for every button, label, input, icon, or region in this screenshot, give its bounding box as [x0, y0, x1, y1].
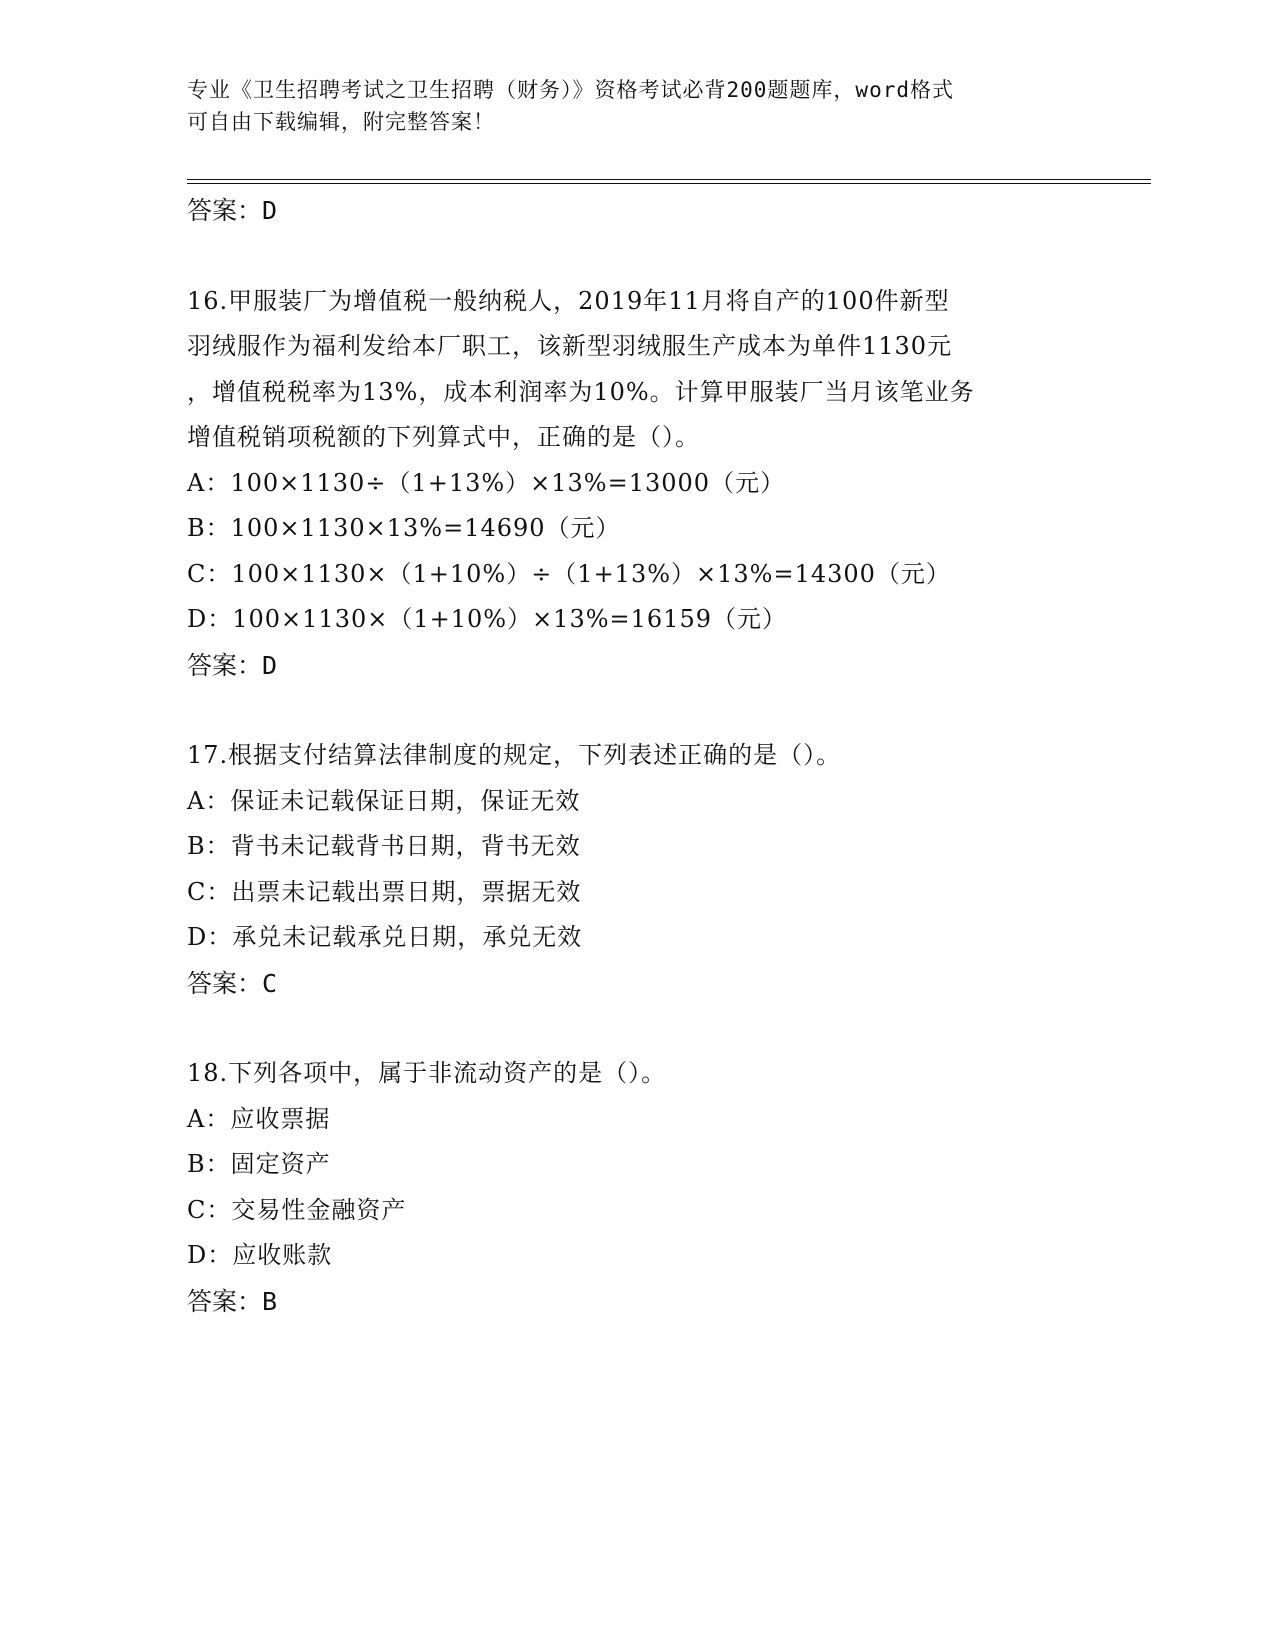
question-stem-line: 增值税销项税额的下列算式中，正确的是（）。 [187, 423, 700, 451]
option-d: D：承兑未记载承兑日期，承兑无效 [187, 923, 583, 951]
question-stem-line: 16.甲服装厂为增值税一般纳税人，2019年11月将自产的100件新型 [187, 286, 950, 315]
header-line-1: 专业《卫生招聘考试之卫生招聘（财务）》资格考试必背200题题库，word格式 [187, 78, 954, 102]
option-c: C：出票未记载出票日期，票据无效 [187, 877, 582, 906]
previous-answer: 答案：D [187, 196, 278, 225]
question-block [187, 279, 1087, 689]
header-divider-bottom [187, 183, 1151, 184]
option-a: A：保证未记载保证日期，保证无效 [187, 786, 581, 815]
option-b: B：背书未记载背书日期，背书无效 [187, 832, 581, 860]
option-b: B：100×1130×13%=14690（元） [187, 514, 621, 542]
question-stem-line: 羽绒服作为福利发给本厂职工，该新型羽绒服生产成本为单件1130元 [187, 332, 953, 360]
question-answer: 答案：B [187, 1286, 278, 1316]
spacer [187, 1006, 1087, 1051]
option-c: C：交易性金融资产 [187, 1195, 407, 1224]
question-stem-line: 17.根据支付结算法律制度的规定，下列表述正确的是（）。 [187, 741, 842, 769]
header-line-2: 可自由下载编辑，附完整答案！ [187, 110, 495, 134]
option-d: D：100×1130×（1+10%）×13%=16159（元） [187, 605, 787, 633]
option-a: A：应收票据 [187, 1104, 331, 1133]
question-stem-line: 18.下列各项中，属于非流动资产的是（）。 [187, 1059, 667, 1087]
question-block [187, 733, 1087, 1006]
page-header [187, 74, 1067, 138]
question-answer: 答案：C [187, 968, 278, 998]
question-block [187, 1051, 1087, 1324]
question-stem-line: ，增值税税率为13%，成本利润率为10%。计算甲服装厂当月该笔业务 [187, 377, 975, 406]
header-divider-top [187, 179, 1151, 180]
document-body [187, 188, 1087, 1324]
option-a: A：100×1130÷（1+13%）×13%=13000（元） [187, 468, 786, 497]
spacer [187, 234, 1087, 279]
option-d: D：应收账款 [187, 1241, 333, 1269]
spacer [187, 688, 1087, 733]
option-b: B：固定资产 [187, 1150, 331, 1178]
option-c: C：100×1130×（1+10%）÷（1+13%）×13%=14300（元） [187, 559, 951, 588]
question-answer: 答案：D [187, 650, 278, 680]
